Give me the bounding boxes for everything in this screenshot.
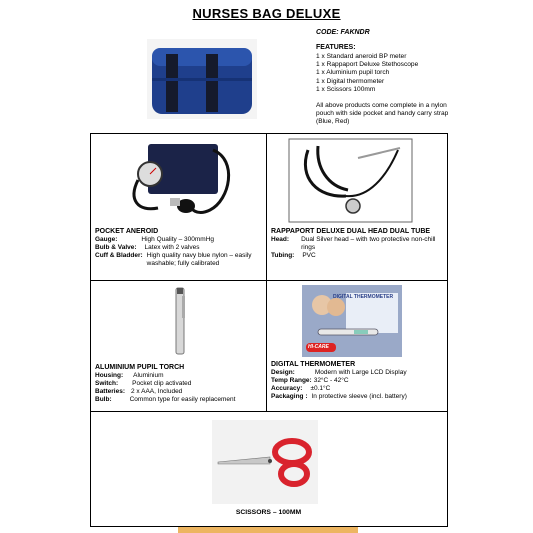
features-note: All above products come complete in a nylon pouch with side pocket and handy carry strap (Blue, Red) xyxy=(316,102,449,126)
feature-item: 1 x Rappaport Deluxe Stethoscope xyxy=(316,61,419,69)
grid-divider-vertical xyxy=(266,133,267,411)
spec-value: 32°C - 42°C xyxy=(313,377,349,384)
feature-item: 1 x Scissors 100mm xyxy=(316,85,376,93)
spec-value: Latex with 2 valves xyxy=(144,244,200,251)
thermometer-heading: DIGITAL THERMOMETER xyxy=(271,361,356,368)
spec-key: Tubing: xyxy=(271,252,295,259)
spec-value: High Quality – 300mmHg xyxy=(141,236,215,243)
spec-row xyxy=(95,236,263,244)
spec-value: Dual Silver head – with two protective non-chill rings xyxy=(301,236,436,251)
spec-key: Head: xyxy=(271,236,290,243)
spec-value: Pocket clip activated xyxy=(132,380,192,387)
feature-item: 1 x Digital thermometer xyxy=(316,77,385,85)
spec-row xyxy=(271,385,443,393)
spec-row xyxy=(95,372,263,380)
spec-row xyxy=(95,252,263,268)
feature-item: 1 x Aluminium pupil torch xyxy=(316,69,390,77)
spec-key: Housing: xyxy=(95,372,124,379)
spec-value: Aluminium xyxy=(133,372,164,379)
grid-divider-row2 xyxy=(90,411,447,412)
aneroid-image xyxy=(118,140,238,220)
spec-row xyxy=(271,369,443,377)
spec-row xyxy=(95,396,263,404)
spec-row xyxy=(95,244,263,252)
pupil-torch-image xyxy=(172,286,188,358)
spec-value: PVC xyxy=(302,252,316,259)
page-title: NURSES BAG DELUXE xyxy=(192,6,341,21)
product-code: CODE: FAKNDR xyxy=(316,29,370,36)
spec-value: High quality navy blue nylon – easily washable; fully calibrated xyxy=(146,252,252,267)
spec-value: In protective sleeve (incl. battery) xyxy=(311,393,407,400)
spec-key: Temp Range: xyxy=(271,377,312,384)
thermometer-box-title: DIGITAL THERMOMETER xyxy=(333,294,394,300)
scissors-caption: SCISSORS – 100MM xyxy=(235,509,302,516)
spec-value: Modern with Large LCD Display xyxy=(314,369,407,376)
spec-value: ±0.1°C xyxy=(310,385,331,392)
spec-key: Accuracy: xyxy=(271,385,303,392)
spec-key: Switch: xyxy=(95,380,119,387)
spec-key: Bulb: xyxy=(95,396,112,403)
spec-key: Packaging : xyxy=(271,393,308,400)
spec-row xyxy=(95,388,263,396)
aneroid-heading: POCKET ANEROID xyxy=(95,228,159,235)
spec-value: 2 x AAA, Included xyxy=(130,388,183,395)
features-heading: FEATURES: xyxy=(316,44,356,51)
footer-bar xyxy=(178,527,358,533)
stethoscope-specs xyxy=(271,228,443,260)
spec-key: Cuff & Bladder: xyxy=(95,252,143,259)
spec-row xyxy=(95,380,263,388)
features-list xyxy=(316,53,418,94)
feature-item: 1 x Standard aneroid BP meter xyxy=(316,53,407,60)
torch-specs xyxy=(95,364,263,404)
spec-row xyxy=(271,236,443,252)
spec-key: Bulb & Valve: xyxy=(95,244,137,251)
thermometer-box-brand: HI-CARE xyxy=(308,344,329,350)
nylon-pouch-image xyxy=(146,38,258,120)
thermometer-specs xyxy=(271,361,443,401)
spec-row xyxy=(271,393,443,401)
spec-key: Gauge: xyxy=(95,236,118,243)
stethoscope-image xyxy=(288,138,413,223)
scissors-image xyxy=(212,420,318,504)
spec-value: Common type for easily replacement xyxy=(129,396,236,403)
stethoscope-heading: RAPPAPORT DELUXE DUAL HEAD DUAL TUBE xyxy=(271,228,431,235)
spec-row xyxy=(271,377,443,385)
grid-divider-row1 xyxy=(90,280,447,281)
spec-key: Batteries: xyxy=(95,388,125,395)
spec-key: Design: xyxy=(271,369,295,376)
spec-row xyxy=(271,252,443,260)
torch-heading: ALUMINIUM PUPIL TORCH xyxy=(95,364,185,371)
aneroid-specs xyxy=(95,228,263,268)
